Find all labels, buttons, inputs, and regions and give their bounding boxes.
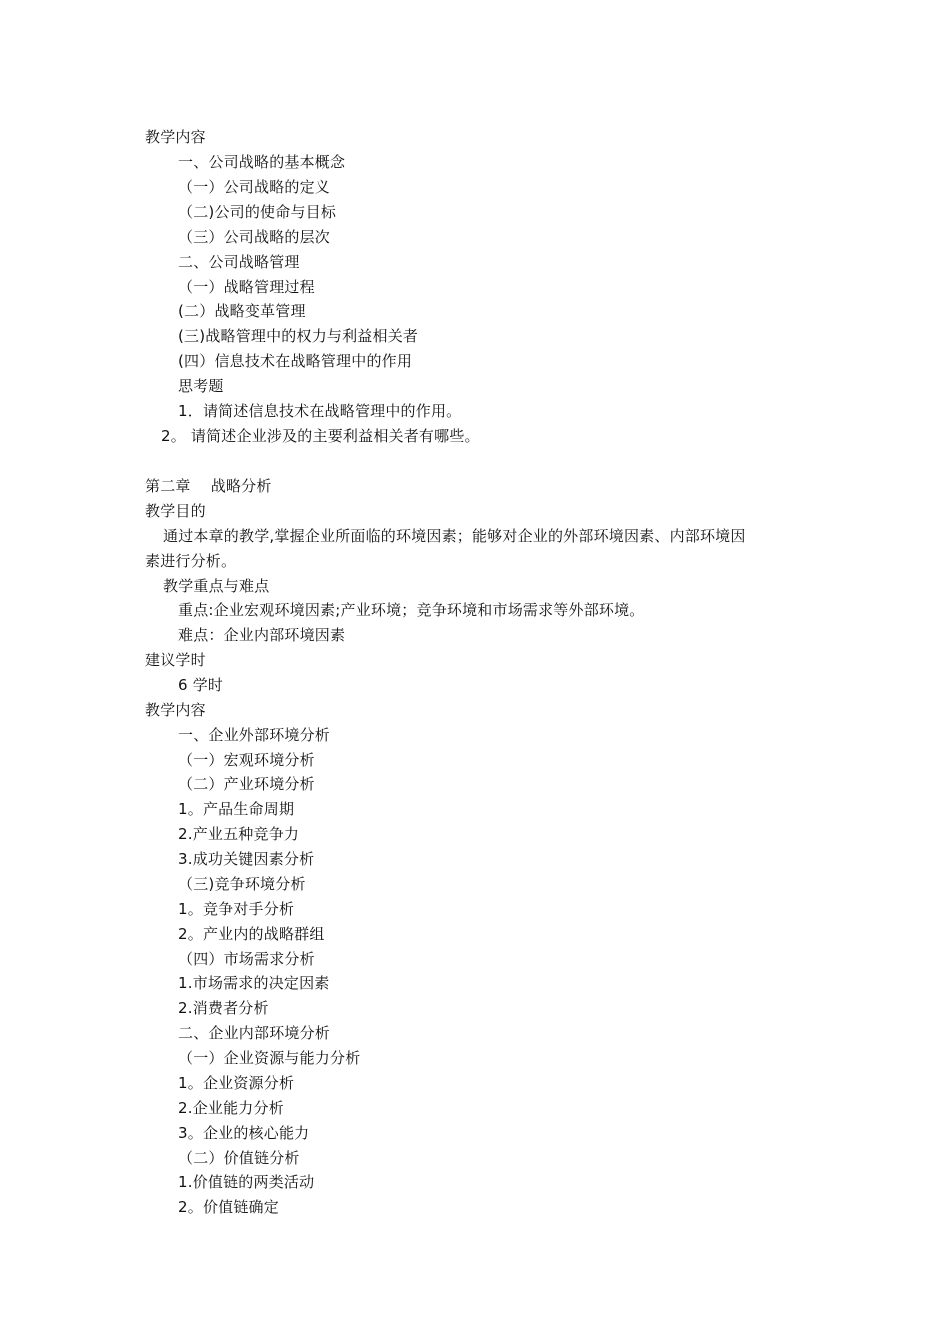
outline-item: （二）价值链分析 — [178, 1149, 300, 1167]
outline-item: 1.市场需求的决定因素 — [178, 974, 330, 992]
outline-item: （三）公司战略的层次 — [178, 228, 331, 246]
paragraph-text: 重点:企业宏观环境因素;产业环境；竞争环境和市场需求等外部环境。 — [178, 601, 645, 619]
outline-item: 二、企业内部环境分析 — [178, 1024, 331, 1042]
outline-item: 2.产业五种竞争力 — [178, 825, 300, 843]
chapter-title: 第二章 战略分析 — [145, 477, 272, 495]
outline-item: （一）战略管理过程 — [178, 278, 315, 296]
outline-item: （一）宏观环境分析 — [178, 751, 315, 769]
outline-item: 2。产业内的战略群组 — [178, 925, 325, 943]
section-heading: 建议学时 — [145, 651, 206, 669]
outline-item: 1。竞争对手分析 — [178, 900, 295, 918]
paragraph-text: 6 学时 — [178, 676, 224, 694]
outline-item: 2.消费者分析 — [178, 999, 269, 1017]
outline-item: 1。产品生命周期 — [178, 800, 295, 818]
outline-item: 一、企业外部环境分析 — [178, 726, 331, 744]
question-item: 1．请简述信息技术在战略管理中的作用。 — [178, 402, 462, 420]
outline-item: 一、公司战略的基本概念 — [178, 153, 346, 171]
section-heading: 教学内容 — [145, 128, 206, 146]
outline-item: （一）企业资源与能力分析 — [178, 1049, 361, 1067]
outline-item: 3.成功关键因素分析 — [178, 850, 315, 868]
outline-item: （四）市场需求分析 — [178, 950, 315, 968]
outline-item: （二)公司的使命与目标 — [178, 203, 337, 221]
outline-item: （三)竞争环境分析 — [178, 875, 306, 893]
paragraph-text: 通过本章的教学,掌握企业所面临的环境因素；能够对企业的外部环境因素、内部环境因 — [163, 527, 746, 545]
paragraph-text: 难点：企业内部环境因素 — [178, 626, 346, 644]
outline-item: （一）公司战略的定义 — [178, 178, 331, 196]
section-heading: 思考题 — [178, 377, 224, 395]
outline-item: (二）战略变革管理 — [178, 302, 306, 320]
section-heading: 教学内容 — [145, 701, 206, 719]
outline-item: （二）产业环境分析 — [178, 775, 315, 793]
paragraph-text: 素进行分析。 — [145, 552, 237, 570]
outline-item: (四）信息技术在战略管理中的作用 — [178, 352, 413, 370]
section-heading: 教学重点与难点 — [163, 577, 270, 595]
question-item: 2。 请简述企业涉及的主要利益相关者有哪些。 — [161, 427, 480, 445]
outline-item: (三)战略管理中的权力与利益相关者 — [178, 327, 419, 345]
outline-item: 3。企业的核心能力 — [178, 1124, 310, 1142]
outline-item: 1。企业资源分析 — [178, 1074, 295, 1092]
outline-item: 1.价值链的两类活动 — [178, 1173, 315, 1191]
section-heading: 教学目的 — [145, 502, 206, 520]
outline-item: 2。价值链确定 — [178, 1198, 279, 1216]
outline-item: 二、公司战略管理 — [178, 253, 300, 271]
outline-item: 2.企业能力分析 — [178, 1099, 284, 1117]
